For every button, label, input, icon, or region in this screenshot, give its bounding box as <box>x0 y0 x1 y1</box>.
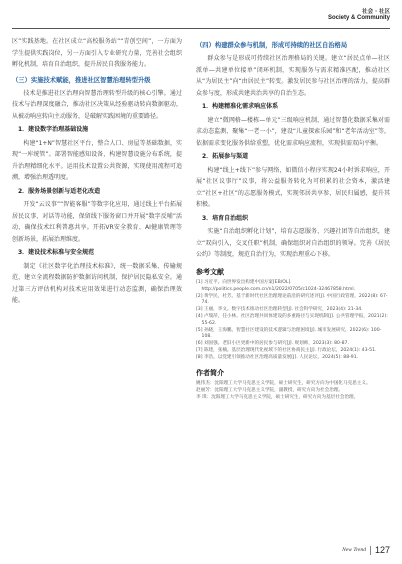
body-paragraph: 建立“微网格—楼栋—单元”三级响应机制，通过智慧化数据采集对需求动态监测，聚集“一老一小”，建设“儿童探索乐园”和“老年活动室”等，依据需求变化服务供给重塑，优化需求响应流程，实现供需双向平衡。 <box>196 116 390 147</box>
page-number: 127 <box>374 545 390 555</box>
subsection-heading: 2．拓展参与渠道 <box>202 153 249 160</box>
right-column <box>196 36 390 536</box>
left-column <box>12 36 182 536</box>
section-heading: （四）构建群众参与机制，形成可持续的社区自治格局 <box>196 42 348 49</box>
body-paragraph: 群众参与是形成可持续社区治理格局的关键。建立“居民点单—社区派单—共建单位接单”闭环机制，实现服务与需求精准匹配，推动社区从“为居民主”向“由居民主”转变。激发居民参与社区治理的活力，提高群众参与度，形成共建共治共享的自治生态。 <box>196 55 390 97</box>
body-paragraph: 开发“云议事”“智能客服”等数字化应用，通过线上平台拓展居民议事、对话等功能，保留线下服务窗口并开展“数字反哺”活动，确保技术红利普惠共享。开拓VR安全教育、AI健康管理等创新场景，拓展治理维度。 <box>12 201 182 243</box>
reference-item: [6] 刘国强。老旧小区更新中的居民参与研究[J]. 规划师，2023(3): 80-87. <box>196 341 349 347</box>
author-item: 姚伟杰：沈阳理工大学马克思主义学院，硕士研究生，研究方向为中国化马克思主义。 <box>196 381 371 387</box>
author-info-title: 作者简介 <box>196 368 224 377</box>
reference-item: [2] 黄学民，杜芳。基于新时代社区治理理论前沿的研究述评[J]. 中国行政管理，2022(8): 67-74. <box>196 293 388 306</box>
author-info-list <box>196 381 390 402</box>
body-paragraph: 制定《社区数字化治理技术标准》，统一数据采集、传输规范，建立全流程数据防护数据访问机制，保护居民隐私安全。通过第三方评估机构对技术应用效果进行动态监测，确保治理效能。 <box>12 262 182 304</box>
reference-item: [4] 卢瑞萍，任小林。社区治理共同体建设的多重路径与实现机制[J]. 公共管理学报，2021(2): 55-62. <box>196 314 388 326</box>
subsection-heading: 1．构建精准化需求响应体系 <box>202 103 279 110</box>
publication-name: New Trend <box>342 547 366 553</box>
page-footer <box>342 545 390 555</box>
section-title-en: Society & Community <box>327 15 390 22</box>
author-item: 李 琪：沈阳理工大学马克思主义学院，硕士研究生，研究方向为基层社会治理。 <box>196 395 359 401</box>
section-heading: （三）实施技术赋能，推进社区智慧治理转型升级 <box>12 76 151 84</box>
reference-item: [1] 习近平。向世界发出构建中国方案[EB/OL]. http://politics.people.com.cn/n1/2022/0705/c1024-32467858.html. <box>196 280 356 292</box>
footer-divider <box>370 546 371 555</box>
section-title-cn: 社会 · 社区 <box>362 9 390 15</box>
body-paragraph: 构建“1+N”智慧社区平台，整合人口、房屋等基础数据，实现“一库统管”。部署智能感知设备，构建智慧设施分布系统，提升治理精细化水平。运用技术设置公共资源，实现使用流程可追溯，增强治理透明度。 <box>12 139 182 181</box>
subsection-heading: 1．建设数字治理基础设施 <box>18 126 89 133</box>
reference-item: [5] 孙晓，王海鹏。智慧社区建设的技术逻辑与治理困境[J]. 城市发展研究，2022(6): 100-108. <box>196 327 382 340</box>
references-list <box>196 280 390 362</box>
subsection-heading: 2．服务场景创新与适老化改造 <box>18 187 101 195</box>
reference-item: [3] 王丽，李文。数字技术推动社区治理转型[J]. 社会科学研究，2023(4): 21-34. <box>196 307 363 313</box>
reference-item: [7] 陈建，张楠。基层治理现代化视域下的社区协商民主[J]. 行政论坛，2024(1): 43-51. <box>196 348 377 354</box>
subsection-heading: 3．建设技术标准与安全规范 <box>18 249 95 256</box>
references-title: 参考文献 <box>196 267 224 276</box>
subsection-heading: 3．培育自治组织 <box>202 214 249 222</box>
body-paragraph: 构建“线上+线下”参与网络，如微信小程序实现24小时诉求响应，开展“社区议事厅”议事，将公益服务转化为可积累的社会资本，激活建立“社区+社区”的志愿服务模式，实现邻居共享参，居民归属感，提升其积极。 <box>196 166 390 208</box>
body-paragraph: 区”实践基地。在社区成立“高校服务站”“青创空间”，一方面为学生提供实践岗位，另一方面引入专业研究力量，完善社会组织孵化机制，培育自治组织，提升居民自我服务能力。 <box>12 38 182 68</box>
reference-item: [8] 李浩。以党建引领推动社区治理高质量发展[J]. 人民论坛，2024(5): 88-91. <box>196 355 359 361</box>
header-rule <box>12 28 390 29</box>
section-header <box>328 9 390 22</box>
author-item: 赵丽芳：沈阳理工大学马克思主义学院，副教授，研究方向为社会治理。 <box>196 388 344 394</box>
body-paragraph: 实施“自治组织孵化计划”，培育志愿服务、兴趣社团等自治组织，建立“双向引入，交叉任职”机制，确保组织对自治组织的领导。完善《居民公约》等制度，规范自治行为，实现治理重心下移。 <box>196 228 390 258</box>
body-paragraph: 技术是推进社区治理向智慧治理转型升级的核心引擎。通过技术与治理深度融合，推动社区决策从经验驱动转向数据驱动，从被动响应转向主动服务，是破解实践困境的重要路径。 <box>12 89 182 120</box>
